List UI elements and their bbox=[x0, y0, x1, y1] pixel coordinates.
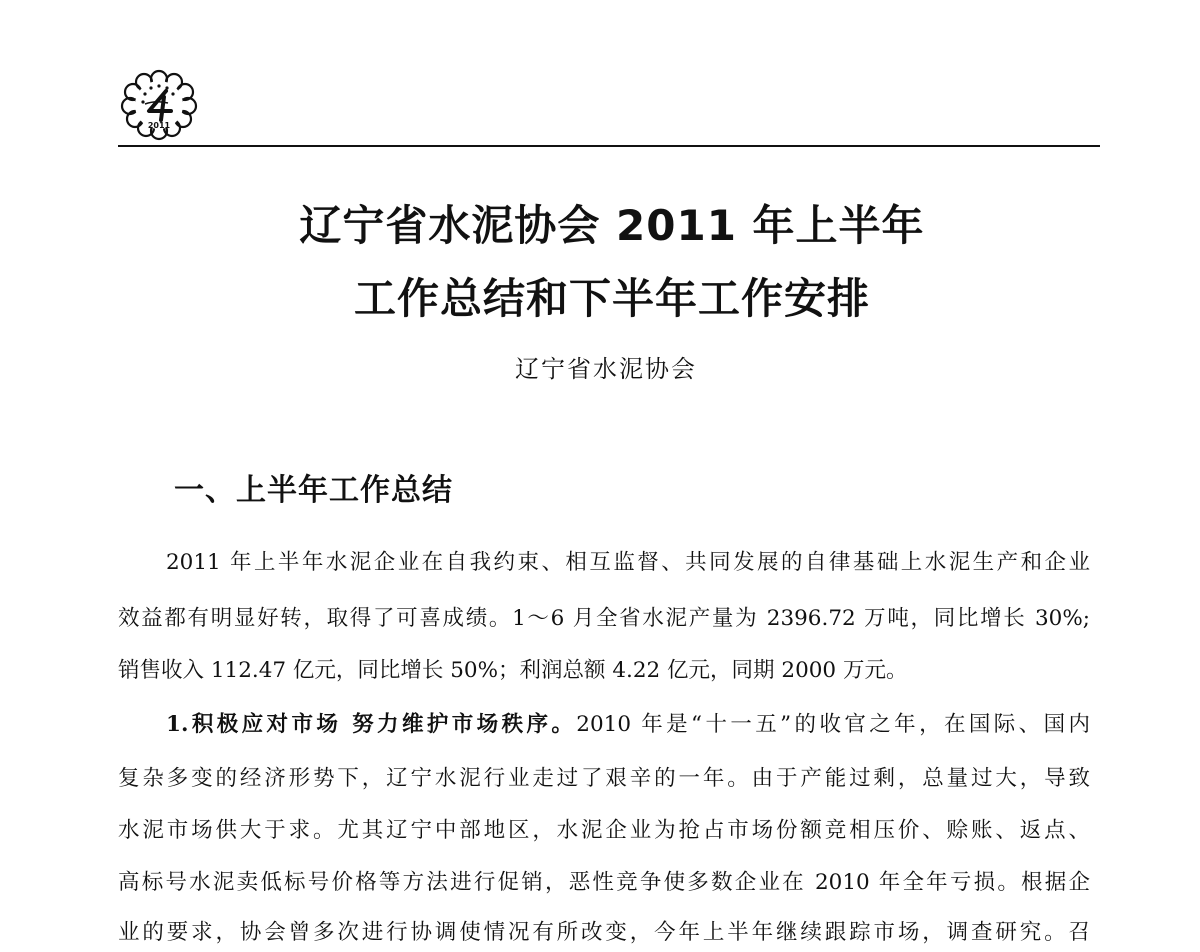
conference-emblem-icon bbox=[116, 64, 202, 142]
paragraph-2-line-3: 水泥市场供大于求。尤其辽宁中部地区，水泥企业为抢占市场份额竞相压价、赊账、返点、 bbox=[118, 818, 1090, 843]
emblem-year-text: 2011 bbox=[147, 121, 171, 130]
paragraph-1-line-3: 销售收入 112.47 亿元，同比增长 50%；利润总额 4.22 亿元，同期 2000 万元。 bbox=[118, 658, 908, 683]
paragraph-2-lead: 1.积极应对市场 努力维护市场秩序。 bbox=[166, 712, 577, 737]
paragraph-1-line-2: 效益都有明显好转，取得了可喜成绩。1～6 月全省水泥产量为 2396.72 万吨，同比增长 30%; bbox=[118, 606, 1090, 631]
paragraph-2-line-1 bbox=[166, 710, 1090, 740]
header-rule bbox=[118, 145, 1100, 147]
document-title-line-2: 工作总结和下半年工作安排 bbox=[353, 274, 870, 323]
paragraph-2-line-4: 高标号水泥卖低标号价格等方法进行促销，恶性竞争使多数企业在 2010 年全年亏损。根据企 bbox=[118, 870, 1090, 895]
paragraph-2-lead-rest: 2010 年是“十一五”的收官之年，在国际、国内 bbox=[576, 712, 1090, 737]
paragraph-2-line-5: 业的要求，协会曾多次进行协调使情况有所改变，今年上半年继续跟踪市场，调查研究。召 bbox=[118, 920, 1090, 945]
document-title-line-1: 辽宁省水泥协会 2011 年上半年 bbox=[299, 201, 925, 250]
paragraph-1-line-1: 2011 年上半年水泥企业在自我约束、相互监督、共同发展的自律基础上水泥生产和企业 bbox=[166, 550, 1090, 575]
document-author: 辽宁省水泥协会 bbox=[515, 355, 697, 383]
section-heading: 一、上半年工作总结 bbox=[174, 473, 453, 508]
paragraph-2-line-2: 复杂多变的经济形势下，辽宁水泥行业走过了艰辛的一年。由于产能过剩，总量过大，导致 bbox=[118, 766, 1090, 791]
